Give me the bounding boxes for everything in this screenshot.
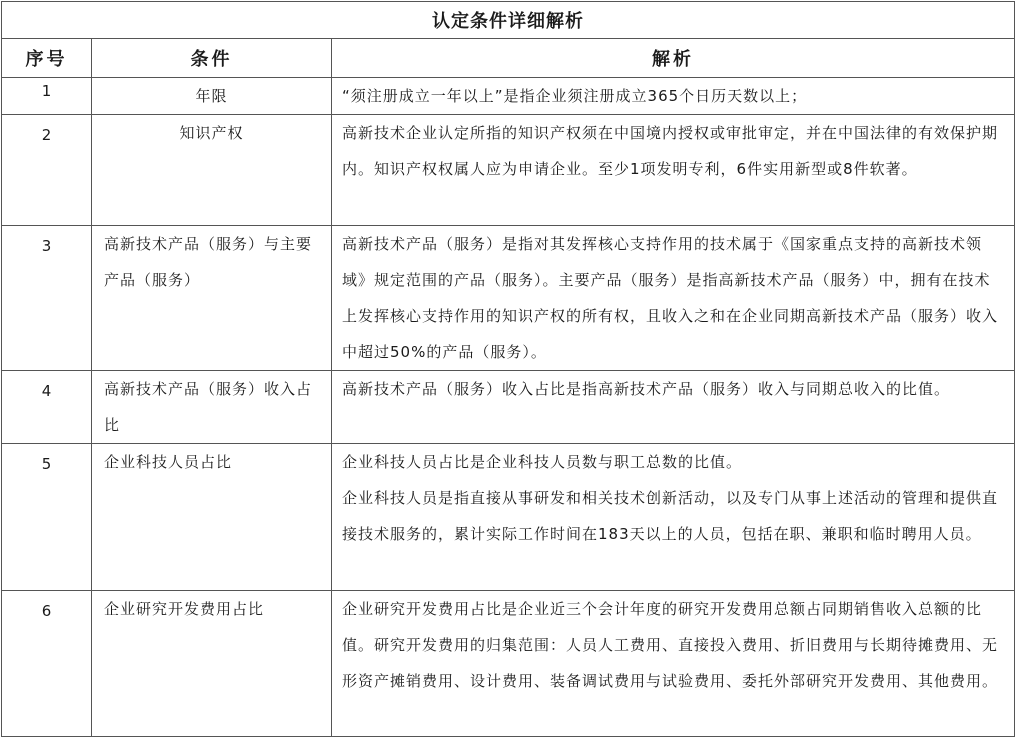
row-number: 6 — [2, 591, 92, 737]
table-row — [2, 444, 1015, 591]
row-condition: 企业研究开发费用占比 — [92, 591, 332, 737]
row-condition: 年限 — [92, 78, 332, 115]
criteria-table — [1, 1, 1015, 737]
analysis-paragraph: 高新技术产品（服务）是指对其发挥核心支持作用的技术属于《国家重点支持的高新技术领域》规定范围的产品（服务）。主要产品（服务）是指高新技术产品（服务）中，拥有在技术上发挥核心支持作用的知识产权的所有权，且收入之和在企业同期高新技术产品（服务）收入中超过50%的产品（服务）。 — [342, 235, 999, 361]
table-row — [2, 591, 1015, 737]
row-analysis — [332, 78, 1015, 115]
row-analysis — [332, 226, 1015, 371]
analysis-paragraph: “须注册成立一年以上”是指企业须注册成立365个日历天数以上； — [342, 87, 808, 105]
table-title: 认定条件详细解析 — [2, 2, 1015, 39]
row-number: 5 — [2, 444, 92, 591]
table-row — [2, 371, 1015, 444]
table-row — [2, 115, 1015, 226]
header-condition: 条件 — [92, 39, 332, 78]
row-condition: 企业科技人员占比 — [92, 444, 332, 591]
analysis-paragraph: 企业科技人员是指直接从事研发和相关技术创新活动，以及专门从事上述活动的管理和提供直接技术服务的，累计实际工作时间在183天以上的人员，包括在职、兼职和临时聘用人员。 — [342, 489, 999, 543]
header-analysis: 解析 — [332, 39, 1015, 78]
analysis-paragraph: 高新技术企业认定所指的知识产权须在中国境内授权或审批审定，并在中国法律的有效保护期内。知识产权权属人应为申请企业。至少1项发明专利，6件实用新型或8件软著。 — [342, 124, 999, 178]
row-number: 3 — [2, 226, 92, 371]
analysis-paragraph: 企业科技人员占比是企业科技人员数与职工总数的比值。 — [342, 453, 743, 471]
row-condition: 高新技术产品（服务）与主要产品（服务） — [92, 226, 332, 371]
row-condition: 知识产权 — [92, 115, 332, 226]
analysis-paragraph: 企业研究开发费用占比是企业近三个会计年度的研究开发费用总额占同期销售收入总额的比值。研究开发费用的归集范围：人员人工费用、直接投入费用、折旧费用与长期待摊费用、无形资产摊销费用、设计费用、装备调试费用与试验费用、委托外部研究开发费用、其他费用。 — [342, 600, 999, 690]
header-row — [2, 39, 1015, 78]
analysis-paragraph: 高新技术产品（服务）收入占比是指高新技术产品（服务）收入与同期总收入的比值。 — [342, 380, 951, 398]
row-analysis — [332, 371, 1015, 444]
row-analysis — [332, 115, 1015, 226]
table-row — [2, 226, 1015, 371]
row-number: 1 — [2, 78, 92, 115]
header-no: 序号 — [2, 39, 92, 78]
row-number: 4 — [2, 371, 92, 444]
row-analysis — [332, 591, 1015, 737]
row-condition: 高新技术产品（服务）收入占比 — [92, 371, 332, 444]
row-analysis — [332, 444, 1015, 591]
table-row — [2, 78, 1015, 115]
row-number: 2 — [2, 115, 92, 226]
